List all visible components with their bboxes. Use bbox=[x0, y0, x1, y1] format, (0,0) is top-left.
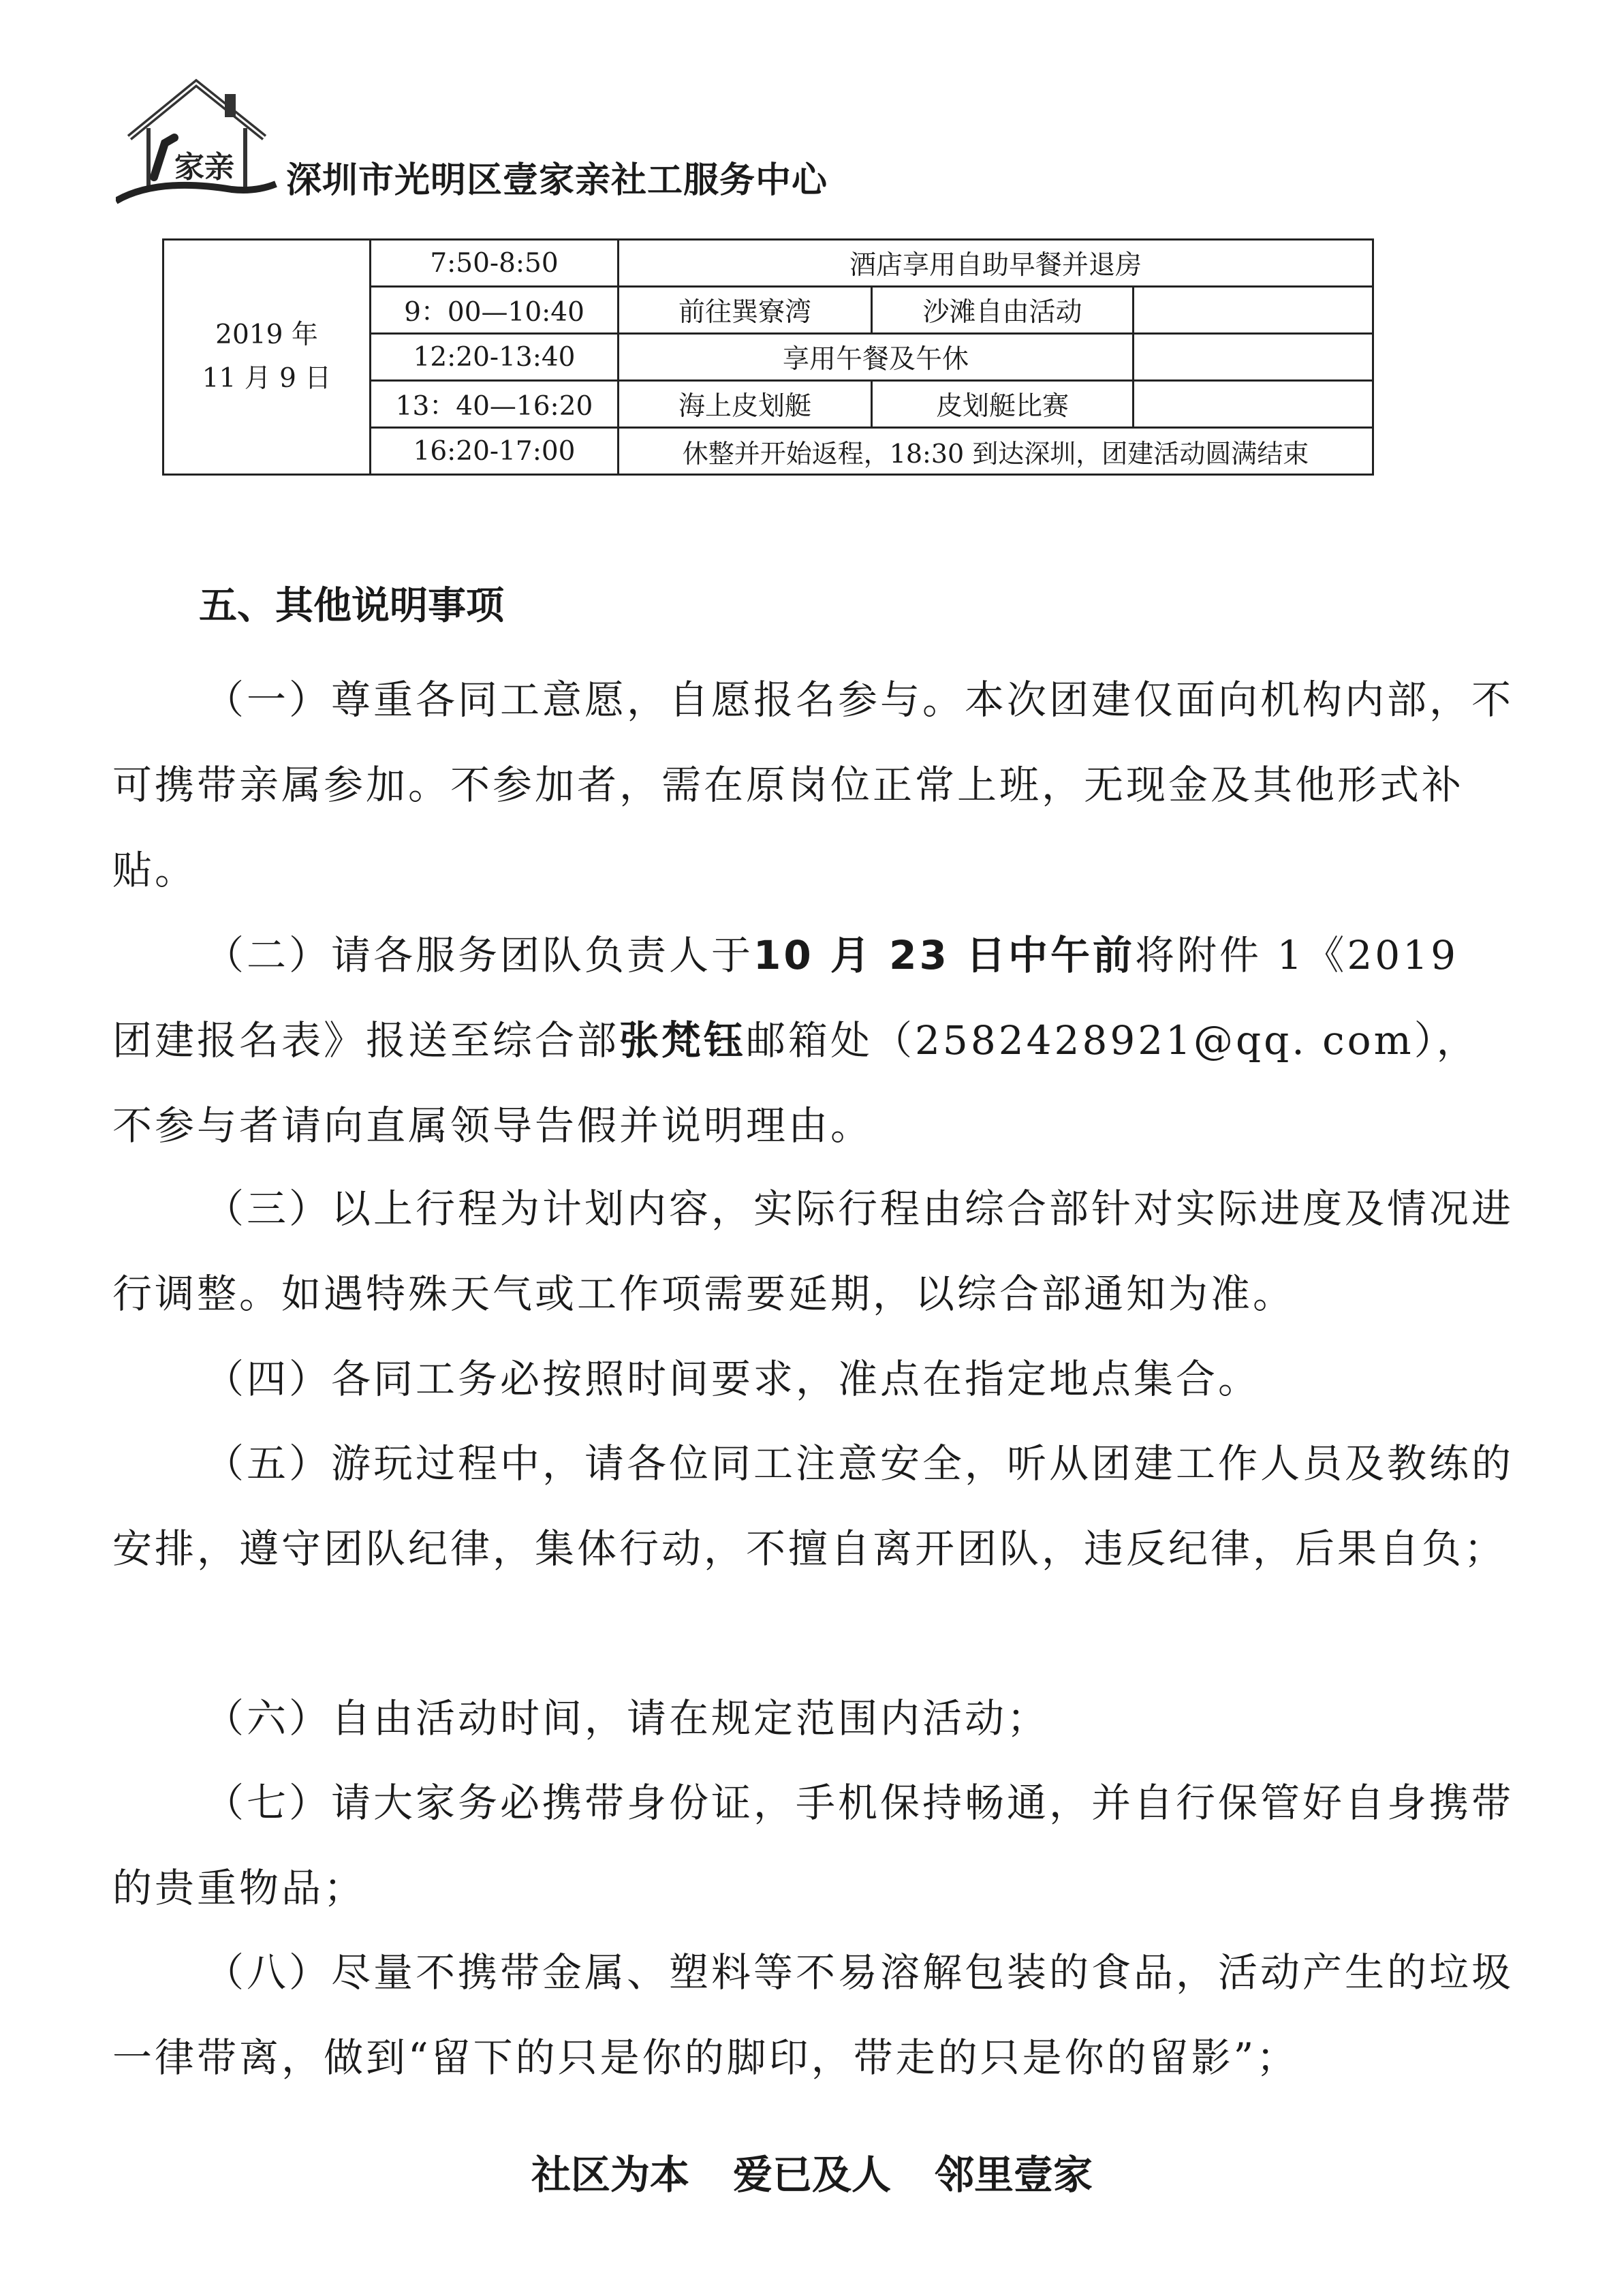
schedule-activity-empty bbox=[1134, 287, 1373, 334]
org-name: 深圳市光明区壹家亲社工服务中心 bbox=[286, 160, 828, 201]
motto-phrase: 爱已及人 bbox=[732, 2152, 891, 2198]
note-item-4: （四）各同工务必按照时间要求，准点在指定地点集合。 bbox=[204, 1356, 1261, 1402]
letterhead bbox=[116, 75, 1069, 211]
table-row bbox=[163, 240, 1373, 287]
schedule-time: 13：40—16:20 bbox=[371, 381, 619, 428]
note-item-7: （七）请大家务必携带身份证，手机保持畅通，并自行保管好自身携带的贵重物品； bbox=[112, 1780, 1514, 1911]
motto-phrase: 邻里壹家 bbox=[935, 2152, 1093, 2198]
note-text: 将附件 1《2019 团建报名表》报送至综合部 bbox=[112, 932, 1458, 1064]
note-item-6: （六）自由活动时间，请在规定范围内活动； bbox=[204, 1695, 1050, 1741]
schedule-activity-empty bbox=[1134, 334, 1373, 381]
note-item-1: （一）尊重各同工意愿，自愿报名参与。本次团建仅面向机构内部，不可携带亲属参加。不参加者，需在原岗位正常上班，无现金及其他形式补贴。 bbox=[112, 677, 1514, 893]
schedule-date-text: 2019 年 11 月 9 日 bbox=[202, 320, 332, 394]
schedule-activity: 酒店享用自助早餐并退房 bbox=[619, 240, 1373, 287]
schedule-table bbox=[162, 238, 1374, 476]
schedule-activity: 前往巽寮湾 bbox=[619, 287, 872, 334]
note-text: 邮箱处（2582428921@qq. com），不参与者请向直属领导告假并说明理由。 bbox=[112, 1017, 1479, 1149]
schedule-activity: 享用午餐及午休 bbox=[619, 334, 1134, 381]
note-item-3: （三）以上行程为计划内容，实际行程由综合部针对实际进度及情况进行调整。如遇特殊天气或工作项需要延期，以综合部通知为准。 bbox=[112, 1185, 1514, 1317]
logo-text: 家亲 bbox=[174, 150, 234, 185]
schedule-activity: 休整并开始返程，18:30 到达深圳，团建活动圆满结束 bbox=[619, 428, 1373, 475]
schedule-time: 12:20-13:40 bbox=[371, 334, 619, 381]
schedule-time: 16:20-17:00 bbox=[371, 428, 619, 475]
schedule-activity: 皮划艇比赛 bbox=[872, 381, 1134, 428]
section-title: 五、其他说明事项 bbox=[199, 584, 504, 628]
schedule-activity: 沙滩自由活动 bbox=[872, 287, 1134, 334]
schedule-date bbox=[163, 240, 371, 475]
house-logo-icon bbox=[116, 75, 286, 211]
schedule-activity-empty bbox=[1134, 381, 1373, 428]
note-item-8: （八）尽量不携带金属、塑料等不易溶解包装的食品，活动产生的垃圾一律带离，做到“留下的只是你的脚印，带走的只是你的留影”； bbox=[112, 1949, 1514, 2081]
motto bbox=[0, 2143, 1624, 2200]
note-text: （二）请各服务团队负责人于 bbox=[204, 932, 754, 978]
note-item-5: （五）游玩过程中，请各位同工注意安全，听从团建工作人员及教练的安排，遵守团队纪律，集体行动，不擅自离开团队，违反纪律，后果自负； bbox=[112, 1440, 1514, 1572]
contact-name-emphasis: 张梵钰 bbox=[619, 1017, 747, 1064]
schedule-time: 9：00—10:40 bbox=[371, 287, 619, 334]
note-item-2 bbox=[112, 913, 1516, 1168]
motto-phrase: 社区为本 bbox=[531, 2152, 689, 2198]
deadline-emphasis: 10 月 23 日中午前 bbox=[753, 932, 1136, 978]
schedule-time: 7:50-8:50 bbox=[371, 240, 619, 287]
schedule-activity: 海上皮划艇 bbox=[619, 381, 872, 428]
